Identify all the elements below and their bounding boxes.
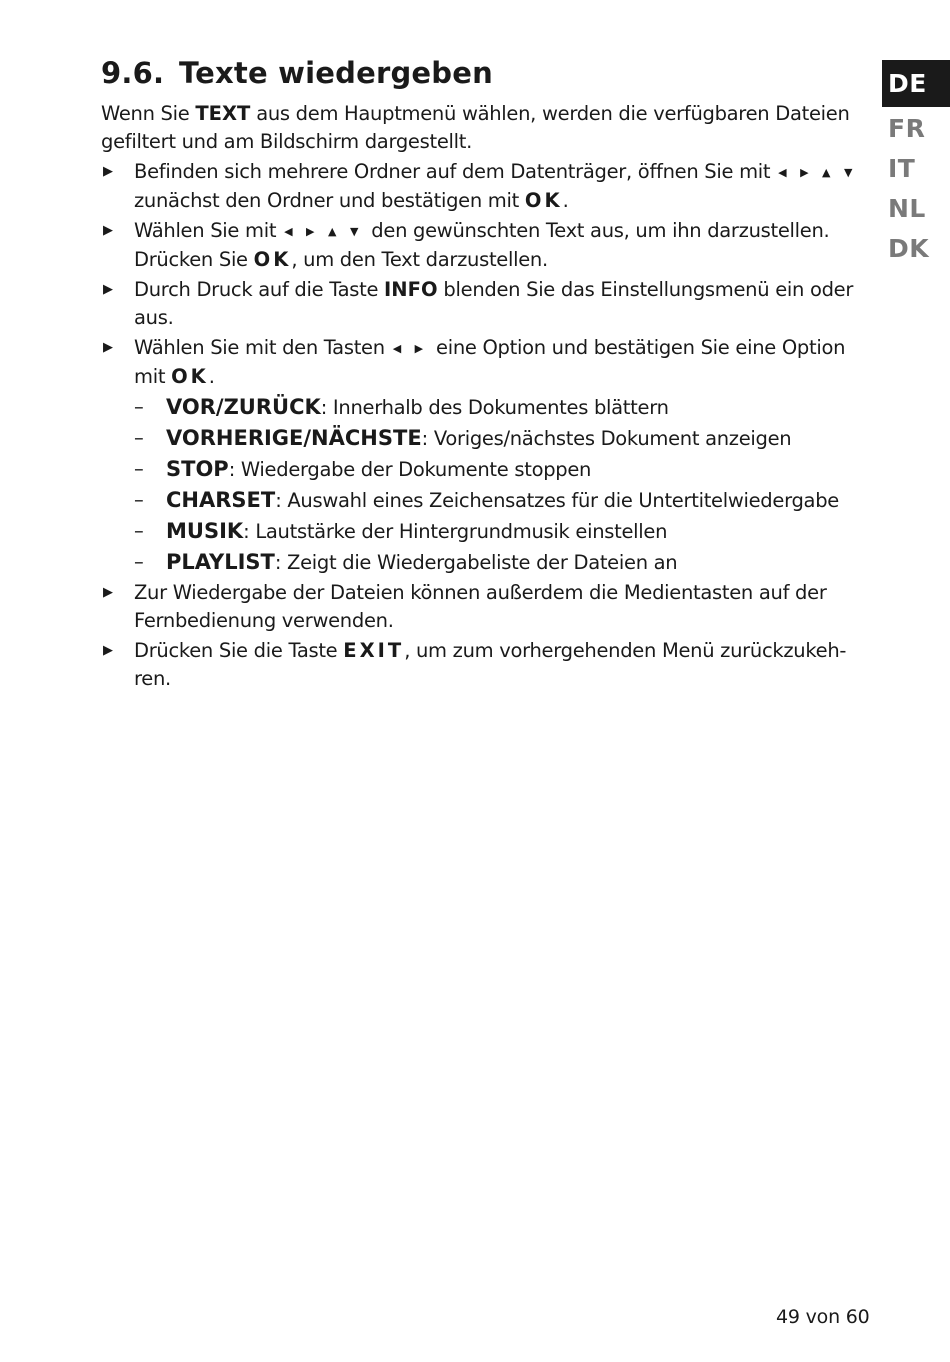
option-item (101, 486, 861, 515)
section-heading (101, 56, 493, 90)
bullet-text: zunächst den Ordner und bestätigen mit (134, 189, 525, 212)
bullet-text: Befinden sich mehrere Ordner auf dem Datenträger, öffnen Sie mit (134, 160, 777, 183)
dash-icon: – (134, 457, 144, 480)
key-ok: OK (524, 189, 563, 212)
option-key: CHARSET (166, 488, 276, 512)
bullet-select-text (101, 217, 861, 274)
intro-text-before: Wenn Sie (101, 102, 196, 125)
document-body (101, 100, 861, 693)
section-number: 9.6. (101, 56, 165, 90)
bullet-text: eine Option und bestätigen Sie eine Option mit (134, 336, 846, 388)
intro-text-after: aus dem Hauptmenü wählen, werden die verfügbaren Dateien gefiltert und am Bildschirm dargestellt. (101, 102, 850, 153)
bullet-text: . (562, 189, 569, 212)
bullet-text: blenden Sie das Einstellungsmenü ein oder aus. (134, 278, 854, 329)
option-key: VORHERIGE/NÄCHSTE (166, 426, 422, 450)
option-item (101, 517, 861, 546)
bullet-text: Wählen Sie mit (134, 219, 283, 242)
bullet-triangle-icon: ▶ (103, 223, 113, 238)
option-key: MUSIK (166, 519, 244, 543)
option-item (101, 455, 861, 484)
option-desc: : Lautstärke der Hintergrundmusik einstellen (243, 520, 668, 543)
language-tabs (882, 60, 950, 268)
dash-icon: – (134, 488, 144, 511)
language-tab-it[interactable]: IT (888, 154, 916, 183)
bullet-media-keys (101, 579, 861, 635)
option-item (101, 548, 861, 577)
arrow-keys-icon: ◀ ▶ ▲ ▼ (778, 166, 858, 179)
bullet-text: , um den Text darzustellen. (291, 248, 548, 271)
language-tab-dk[interactable]: DK (888, 234, 930, 263)
bullet-text: . (208, 365, 215, 388)
bullet-info-key (101, 276, 861, 332)
arrow-left-right-icon: ◀ ▶ (392, 342, 429, 355)
bullet-text: , um zum vorhergehenden Menü zurückzukeh-ren. (134, 639, 847, 690)
option-key: VOR/ZURÜCK (166, 395, 321, 419)
arrow-keys-icon: ◀ ▶ ▲ ▼ (284, 225, 364, 238)
language-tab-de[interactable]: DE (882, 60, 950, 107)
dash-icon: – (134, 519, 144, 542)
bullet-text: Drücken Sie die Taste (134, 639, 344, 662)
bullet-triangle-icon: ▶ (103, 643, 113, 658)
option-item (101, 424, 861, 453)
option-key: PLAYLIST (166, 550, 275, 574)
bullet-open-folder (101, 158, 861, 215)
option-desc: : Wiedergabe der Dokumente stoppen (228, 458, 592, 481)
language-tab-fr[interactable]: FR (888, 114, 926, 143)
dash-icon: – (134, 550, 144, 573)
bullet-text: Durch Druck auf die Taste (134, 278, 385, 301)
bullet-text: Zur Wiedergabe der Dateien können außerdem die Medientasten auf der Fernbedienung verwenden. (134, 581, 827, 632)
page-number: 49 von 60 (776, 1306, 870, 1328)
key-ok: OK (253, 248, 292, 271)
bullet-text: Wählen Sie mit den Tasten (134, 336, 391, 359)
bullet-triangle-icon: ▶ (103, 282, 113, 297)
dash-icon: – (134, 426, 144, 449)
option-desc: : Innerhalb des Dokumentes blättern (320, 396, 669, 419)
bullet-exit-key (101, 637, 861, 693)
bullet-triangle-icon: ▶ (103, 340, 113, 355)
intro-paragraph (101, 100, 861, 156)
option-desc: : Voriges/nächstes Dokument anzeigen (421, 427, 792, 450)
section-title: Texte wiedergeben (179, 56, 493, 90)
option-desc: : Zeigt die Wiedergabeliste der Dateien an (274, 551, 678, 574)
option-key: STOP (166, 457, 229, 481)
language-tab-nl[interactable]: NL (888, 194, 926, 223)
key-ok: OK (171, 365, 209, 388)
key-info: INFO (384, 278, 438, 301)
dash-icon: – (134, 395, 144, 418)
key-text: TEXT (195, 102, 251, 125)
bullet-triangle-icon: ▶ (103, 585, 113, 600)
bullet-text: den gewünschten Text aus, um ihn darzustellen. Drücken Sie (134, 219, 830, 271)
option-item (101, 393, 861, 422)
option-desc: : Auswahl eines Zeichensatzes für die Untertitelwiedergabe (275, 489, 839, 512)
key-exit: EXIT (343, 639, 405, 662)
bullet-triangle-icon: ▶ (103, 164, 113, 179)
bullet-choose-option (101, 334, 861, 391)
